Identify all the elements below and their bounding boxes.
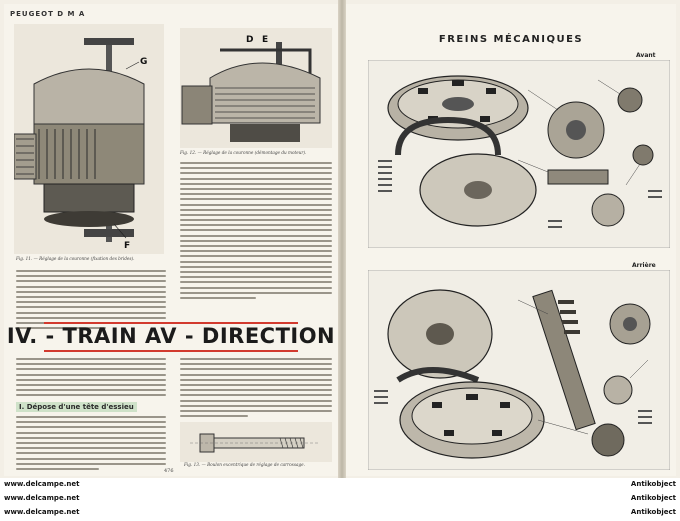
crown-adjustment-illustration [180,28,332,148]
rear-brake-exploded-view [368,270,670,470]
watermark-footer [0,478,680,521]
text-column-right-lower [180,358,332,420]
running-head: PEUGEOT D M A [10,10,86,18]
front-brake-exploded-view [368,60,670,248]
differential-illustration [14,24,164,254]
section-title: IV. - TRAIN AV - DIRECTION [6,324,336,348]
watermark-right-2: Antikobject [630,494,676,502]
label-arriere: Arrière [632,262,656,269]
label-g: G [140,57,148,67]
right-page [346,4,676,476]
figure-eccentric-bolt [180,422,332,462]
section-rule-bottom [44,350,298,352]
figure-crown-adjustment [180,28,332,148]
text-column-left-bottom [16,416,166,473]
label-f: F [124,241,131,251]
subheading-essieu: I. Dépose d'une tête d'essieu [16,402,137,412]
label-e: E [262,35,269,45]
figure-front-brakes [368,60,670,248]
watermark-right-1: Antikobject [630,480,676,488]
figure-13-caption: Fig. 13. — Boulon excentrique de réglage de carrossage. [184,462,305,467]
figure-11-caption: Fig. 11. — Réglage de la couronne (fixation des brides). [16,256,135,261]
left-page [4,4,338,476]
label-d: D [246,35,254,45]
watermark-left-3: www.delcampe.net [4,508,80,516]
watermark-left-2: www.delcampe.net [4,494,80,502]
page-number: 476 [164,468,174,474]
eccentric-bolt-illustration [180,422,332,462]
watermark-right-3: Antikobject [630,508,676,516]
right-page-title: FREINS MÉCANIQUES [438,34,584,45]
figure-rear-brakes [368,270,670,470]
label-avant: Avant [636,52,656,59]
watermark-left-1: www.delcampe.net [4,480,80,488]
figure-differential-crown [14,24,164,254]
page-gutter [338,0,346,478]
text-column-left-lower [16,358,166,400]
text-column-right-upper [180,162,332,302]
figure-12-caption: Fig. 12. — Réglage de la couronne (démontage du moteur). [180,150,307,155]
